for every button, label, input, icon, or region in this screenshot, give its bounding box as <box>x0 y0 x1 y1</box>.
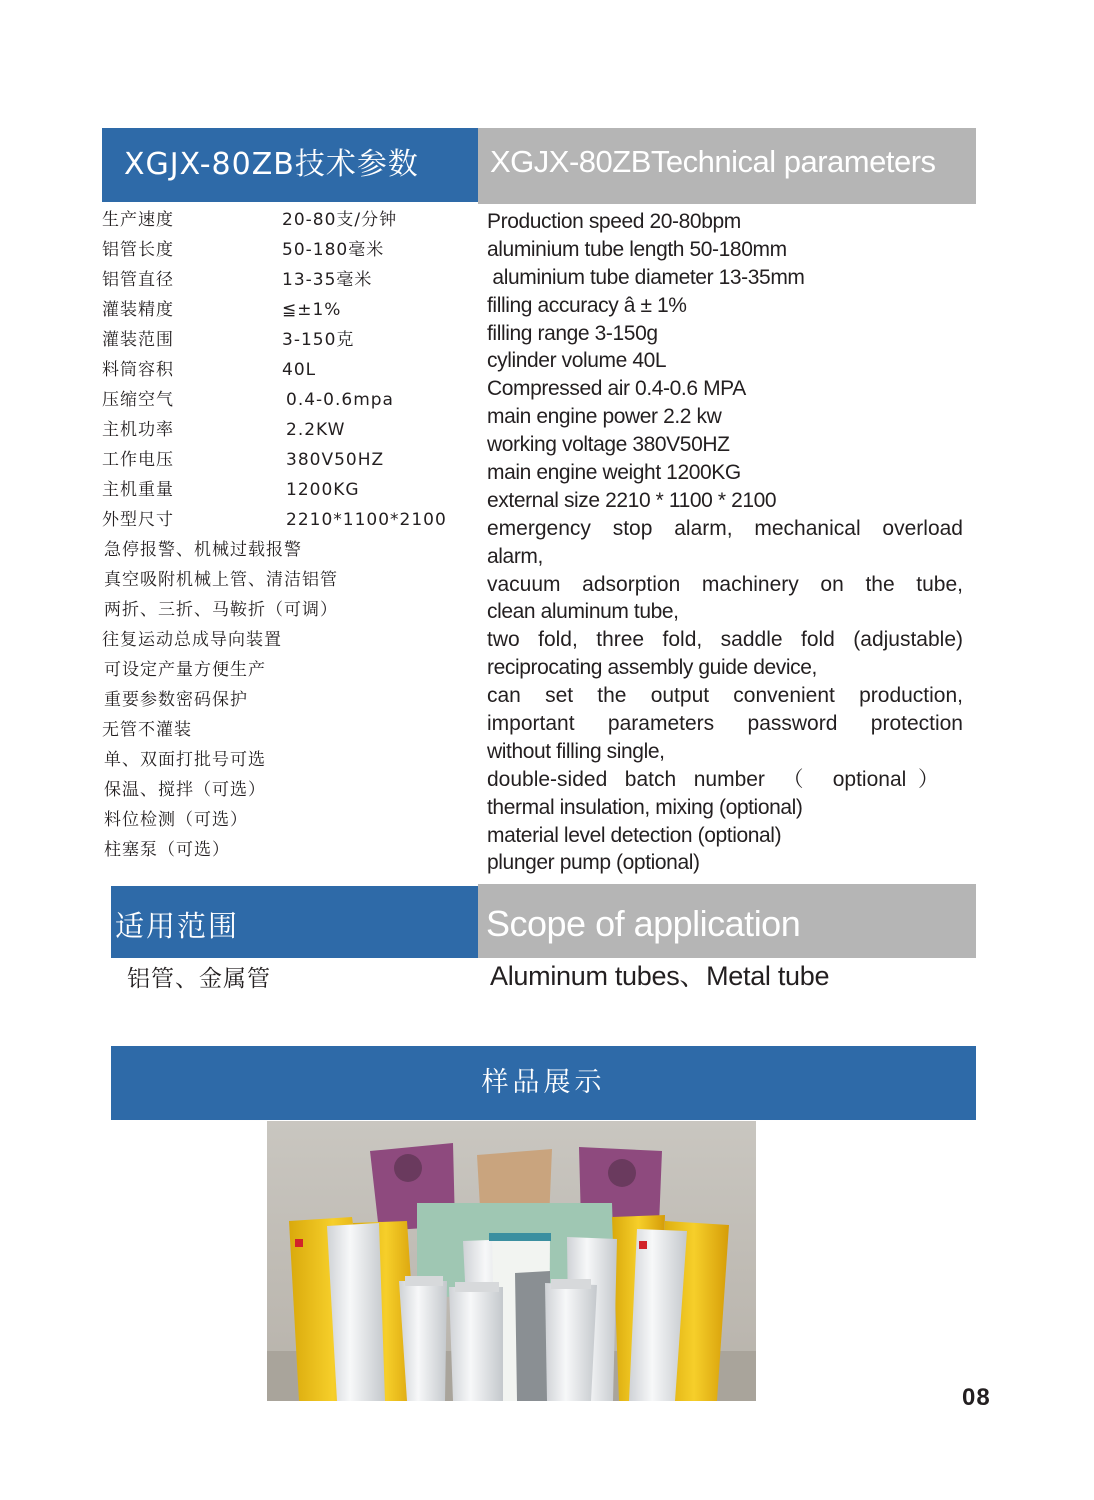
en-line: plunger pump (optional) <box>487 851 700 875</box>
en-line: alarm, <box>487 544 543 568</box>
en-line: double-sided batch number （ optional） <box>487 767 939 791</box>
en-line: filling accuracy â ± 1% <box>487 293 687 317</box>
en-line: working voltage 380V50HZ <box>487 433 730 457</box>
param-value: 3-150克 <box>282 330 355 350</box>
param-value: 2210*1100*2100 <box>286 510 447 530</box>
param-value: 1200KG <box>286 480 360 500</box>
en-line: main engine weight 1200KG <box>487 461 741 485</box>
param-value: 40L <box>282 360 317 380</box>
en-line: main engine power 2.2 kw <box>487 405 722 429</box>
param-label: 压缩空气 <box>102 390 174 410</box>
param-label: 灌装范围 <box>102 330 174 350</box>
param-label: 料筒容积 <box>102 360 174 380</box>
param-value: 50-180毫米 <box>282 240 385 260</box>
param-label: 工作电压 <box>102 450 174 470</box>
en-line: Compressed air 0.4-0.6 MPA <box>487 377 746 401</box>
en-line: aluminium tube diameter 13-35mm <box>487 265 805 289</box>
en-line: Production speed 20-80bpm <box>487 210 741 233</box>
param-label: 灌装精度 <box>102 300 174 320</box>
en-line: thermal insulation, mixing (optional) <box>487 795 803 819</box>
param-value: 13-35毫米 <box>282 270 373 290</box>
scope-header-en: Scope of application <box>478 884 976 958</box>
en-line: reciprocating assembly guide device, <box>487 656 817 680</box>
en-line: without filling single, <box>487 739 665 763</box>
param-value: 20-80支/分钟 <box>282 210 398 230</box>
technical-header-en: XGJX-80ZBTechnical parameters <box>478 128 976 204</box>
scope-text-en: Aluminum tubes、Metal tube <box>490 961 830 991</box>
en-line: material level detection (optional) <box>487 823 782 847</box>
param-value: 0.4-0.6mpa <box>286 390 394 410</box>
scope-header-cn: 适用范围 <box>111 886 478 958</box>
param-label: 铝管长度 <box>102 240 174 260</box>
param-label: 外型尺寸 <box>102 510 174 530</box>
param-value: 380V50HZ <box>286 450 385 470</box>
tube-samples-photo <box>267 1121 756 1401</box>
technical-header-cn: XGJX-80ZB技术参数 <box>102 128 478 202</box>
param-label: 主机功率 <box>102 420 174 440</box>
scope-text-cn: 铝管、金属管 <box>127 966 271 992</box>
en-line: aluminium tube length 50-180mm <box>487 237 787 261</box>
tube-samples-illustration <box>267 1121 756 1401</box>
en-line: external size 2210 * 1100 * 2100 <box>487 488 777 512</box>
param-label: 铝管直径 <box>102 270 174 290</box>
en-line: two fold, three fold, saddle fold (adjustable) <box>487 628 963 652</box>
param-value: 2.2KW <box>286 420 346 440</box>
en-line: emergency stop alarm, mechanical overload <box>487 516 963 540</box>
param-label: 主机重量 <box>102 480 174 500</box>
page-number: 08 <box>962 1384 991 1411</box>
en-line: important parameters password protection <box>487 712 963 736</box>
en-line: filling range 3-150g <box>487 321 658 345</box>
param-value: ≦±1% <box>282 300 342 320</box>
samples-header: 样品展示 <box>111 1046 976 1120</box>
en-line: can set the output convenient production, <box>487 684 963 708</box>
params-list-en <box>487 208 963 877</box>
en-line: vacuum adsorption machinery on the tube, <box>487 572 963 596</box>
en-line: cylinder volume 40L <box>487 349 667 373</box>
param-label: 生产速度 <box>102 210 174 230</box>
en-line: clean aluminum tube, <box>487 600 679 624</box>
